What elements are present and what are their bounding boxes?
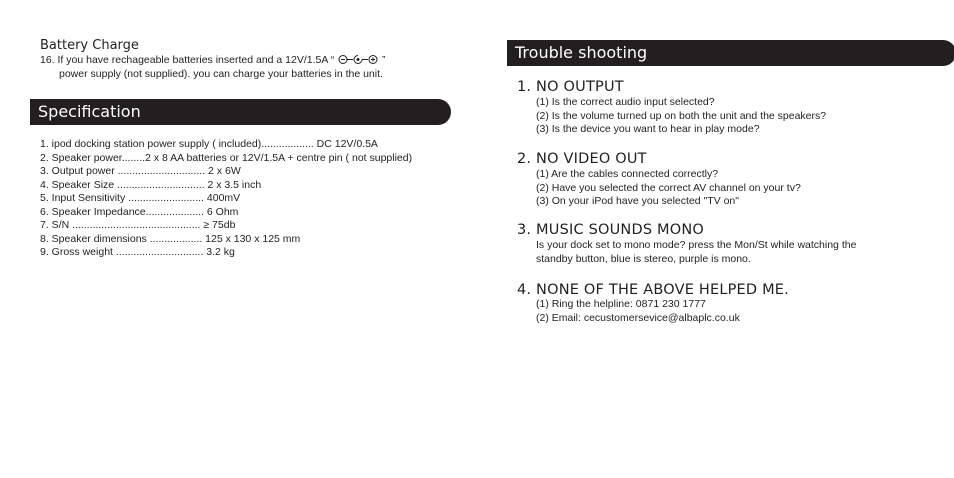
list-item: (1) Are the cables connected correctly? (536, 168, 719, 180)
spec-item: 2. Speaker power........2 x 8 AA batteries or 12V/1.5A + centre pin ( not supplied) (40, 151, 413, 164)
dc-polarity-icon (338, 54, 378, 65)
specification-header-bar (30, 99, 451, 125)
list-item: (2) Is the volume turned up on both the unit and the speakers? (536, 109, 827, 122)
spec-item: 9. Gross weight .............................. 3.2 kg (40, 246, 235, 258)
battery-line-1 (40, 54, 386, 68)
troubleshooting-header-bar (507, 40, 954, 66)
spec-item: 7. S/N ............................................ ≥ 75db (40, 219, 236, 231)
list-item: Is your dock set to mono mode? press the Mon/St while watching the (536, 239, 857, 251)
list-item: (1) Ring the helpline: 0871 230 1777 (536, 298, 706, 310)
none-helped-list (536, 298, 740, 325)
battery-line-1-post: ” (382, 54, 386, 66)
list-item: (3) Is the device you want to hear in play mode? (536, 123, 760, 135)
music-sounds-mono-heading: 3. MUSIC SOUNDS MONO (517, 222, 705, 238)
battery-charge-text (40, 54, 386, 81)
none-helped-heading: 4. NONE OF THE ABOVE HELPED ME. (517, 282, 789, 298)
spec-item: 3. Output power .............................. 2 x 6W (40, 165, 241, 177)
battery-line-2: power supply (not supplied). you can charge your batteries in the unit. (59, 67, 383, 80)
no-video-out-list (536, 168, 801, 209)
list-item: (3) On your iPod have you selected "TV on" (536, 195, 739, 207)
spec-item: 4. Speaker Size .............................. 2 x 3.5 inch (40, 178, 262, 191)
battery-charge-title: Battery Charge (40, 38, 139, 53)
list-item: standby button, blue is stereo, purple is mono. (536, 252, 751, 265)
spec-item: 1. ipod docking station power supply ( included).................. DC 12V/0.5A (40, 138, 378, 150)
specification-list (40, 138, 412, 260)
troubleshooting-title: Trouble shooting (515, 43, 648, 62)
no-output-list (536, 96, 826, 137)
spec-item: 8. Speaker dimensions .................. 125 x 130 x 125 mm (40, 232, 301, 245)
no-video-out-heading: 2. NO VIDEO OUT (517, 151, 647, 167)
spec-item: 5. Input Sensitivity .......................... 400mV (40, 192, 241, 204)
specification-title: Specification (38, 102, 141, 121)
list-item: (2) Have you selected the correct AV channel on your tv? (536, 181, 801, 194)
list-item: (1) Is the correct audio input selected? (536, 96, 715, 108)
spec-item: 6. Speaker Impedance.................... 6 Ohm (40, 205, 239, 218)
music-sounds-mono-list (536, 239, 856, 266)
battery-line-1-pre: 16. If you have rechageable batteries inserted and a 12V/1.5A “ (40, 54, 335, 66)
list-item: (2) Email: cecustomersevice@albaplc.co.uk (536, 311, 740, 324)
no-output-heading: 1. NO OUTPUT (517, 79, 624, 95)
